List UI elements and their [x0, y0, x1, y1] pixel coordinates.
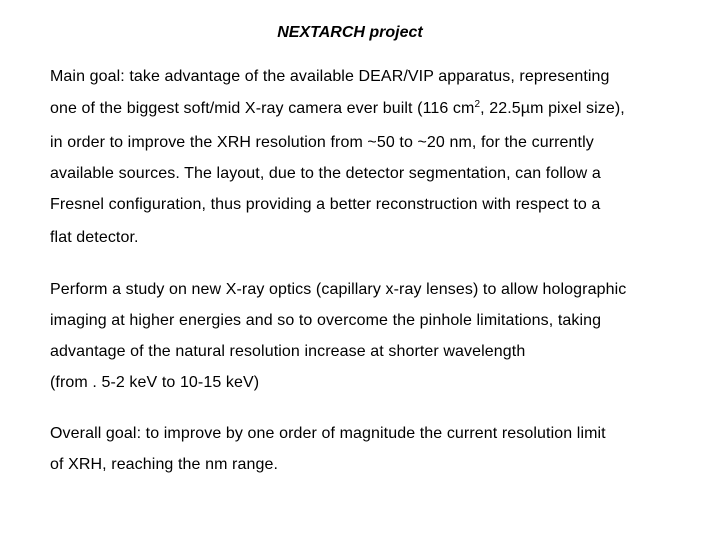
text-line: Perform a study on new X-ray optics (capillary x-ray lenses) to allow holographic	[50, 281, 627, 298]
text-line: advantage of the natural resolution increase at shorter wavelength	[50, 343, 526, 360]
text-line	[50, 99, 625, 118]
text-line: Overall goal: to improve by one order of magnitude the current resolution limit	[50, 425, 606, 442]
text-line: (from . 5-2 keV to 10-15 keV)	[50, 374, 260, 391]
text-line: available sources. The layout, due to the detector segmentation, can follow a	[50, 165, 601, 182]
text-line: imaging at higher energies and so to overcome the pinhole limitations, taking	[50, 312, 602, 329]
text-line: in order to improve the XRH resolution from ~50 to ~20 nm, for the currently	[50, 134, 594, 151]
text-line: of XRH, reaching the nm range.	[50, 456, 279, 473]
text-line: Fresnel configuration, thus providing a better reconstruction with respect to a	[50, 196, 601, 213]
slide-title: NEXTARCH project	[277, 24, 423, 41]
text-line: flat detector.	[50, 229, 139, 246]
text-segment: , 22.5µm pixel size),	[480, 100, 625, 117]
text-line: Main goal: take advantage of the available DEAR/VIP apparatus, representing	[50, 68, 610, 85]
text-segment: one of the biggest soft/mid X-ray camera ever built (116 cm	[50, 100, 475, 117]
superscript: 2	[474, 99, 481, 110]
